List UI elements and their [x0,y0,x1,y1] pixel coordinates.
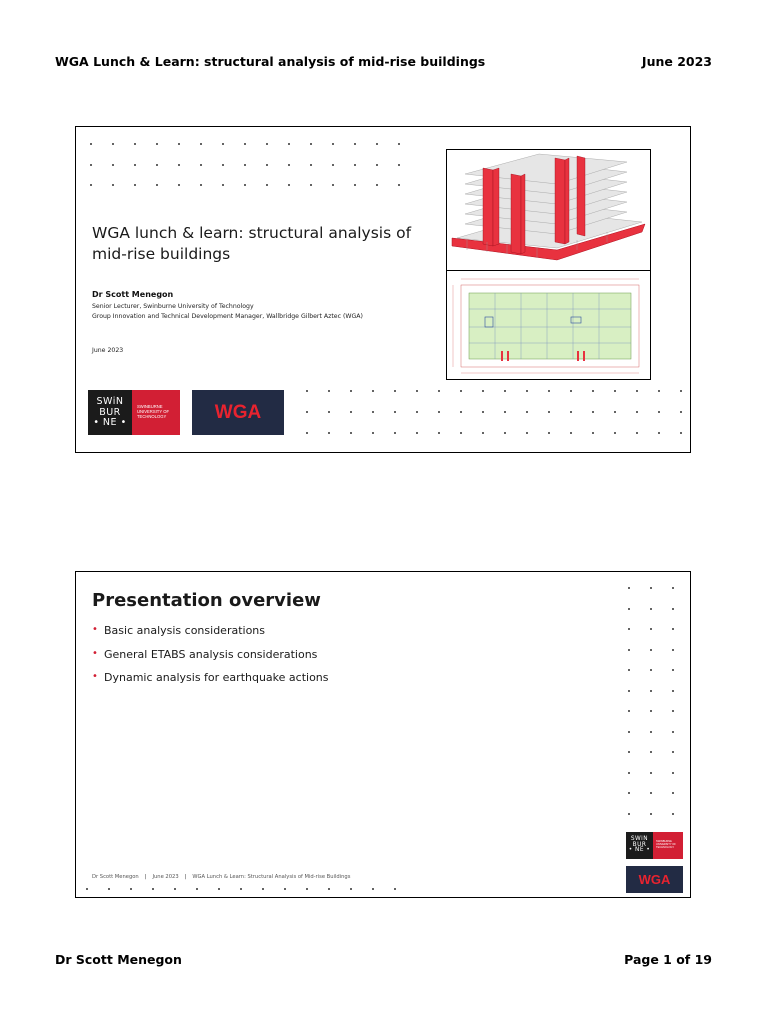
decorative-dot [526,432,528,434]
decorative-dot [310,164,312,166]
decorative-dot [416,411,418,413]
decorative-dot [628,628,630,630]
decorative-dot [350,432,352,434]
decorative-dot [288,184,290,186]
bullet-icon: • [92,647,98,659]
decorative-dot [672,649,674,651]
swinburne-logo: SWiN BUR • NE • SWINBURNE UNIVERSITY OF TECHNOLOGY [88,390,180,435]
decorative-dot [636,432,638,434]
decorative-dot [394,888,396,890]
decorative-dot [614,390,616,392]
decorative-dot [680,390,682,392]
decorative-dot [592,432,594,434]
decorative-dot [650,587,652,589]
decorative-dot [222,164,224,166]
building-3d-model-image [447,150,650,270]
decorative-dot [526,411,528,413]
slide-1-role-1: Senior Lecturer, Swinburne University of Technology [92,303,254,310]
slide-1-author: Dr Scott Menegon [92,290,174,299]
decorative-dot [86,888,88,890]
decorative-dot [178,143,180,145]
decorative-dot [152,888,154,890]
decorative-dot [672,751,674,753]
decorative-dot [614,411,616,413]
decorative-dot [628,731,630,733]
decorative-dot [650,669,652,671]
decorative-dot [680,411,682,413]
decorative-dot [90,184,92,186]
decorative-dot [672,669,674,671]
decorative-dot [174,888,176,890]
decorative-dot [650,690,652,692]
decorative-dot [112,184,114,186]
decorative-dot [372,411,374,413]
page-footer-page-number: Page 1 of 19 [624,952,712,967]
decorative-dot [658,390,660,392]
swinburne-logo: SWiN BUR • NE • SWINBURNE UNIVERSITY OF TECHNOLOGY [626,832,683,859]
decorative-dot [650,628,652,630]
decorative-dot [628,669,630,671]
decorative-dot [240,888,242,890]
decorative-dot [636,390,638,392]
decorative-dot [394,411,396,413]
decorative-dot [416,432,418,434]
decorative-dot [328,411,330,413]
decorative-dot [398,164,400,166]
decorative-dot [328,390,330,392]
decorative-dot [108,888,110,890]
page-header-title: WGA Lunch & Learn: structural analysis of mid-rise buildings [55,54,486,69]
decorative-dot [354,143,356,145]
decorative-dot [350,390,352,392]
slide-2-title: Presentation overview [92,590,321,611]
list-item: • Dynamic analysis for earthquake actions [92,671,329,684]
slide-1-role-2: Group Innovation and Technical Development Manager, Wallbridge Gilbert Aztec (WGA) [92,313,363,320]
decorative-dot [244,143,246,145]
decorative-dot [592,411,594,413]
decorative-dot [306,432,308,434]
decorative-dot [200,143,202,145]
decorative-dot [650,608,652,610]
bullet-icon: • [92,671,98,682]
page-footer-author: Dr Scott Menegon [55,952,182,967]
decorative-dot [416,390,418,392]
decorative-dot [614,432,616,434]
decorative-dot [178,164,180,166]
decorative-dot [570,390,572,392]
decorative-dot [650,731,652,733]
decorative-dot [394,432,396,434]
decorative-dot [438,411,440,413]
decorative-dot [628,587,630,589]
decorative-dot [284,888,286,890]
decorative-dot [218,888,220,890]
decorative-dot [504,411,506,413]
decorative-dot [636,411,638,413]
decorative-dot [672,731,674,733]
decorative-dot [672,628,674,630]
decorative-dot [196,888,198,890]
decorative-dot [354,184,356,186]
slide-1 [75,126,691,453]
decorative-dot [548,432,550,434]
decorative-dot [130,888,132,890]
decorative-dot [672,792,674,794]
decorative-dot [548,390,550,392]
decorative-dot [328,888,330,890]
decorative-dot [156,143,158,145]
decorative-dot [372,888,374,890]
decorative-dot [332,143,334,145]
decorative-dot [394,390,396,392]
decorative-dot [628,813,630,815]
decorative-dot [266,184,268,186]
decorative-dot [310,143,312,145]
decorative-dot [332,184,334,186]
decorative-dot [112,143,114,145]
decorative-dot [310,184,312,186]
slide-2-footer: Dr Scott Menegon | June 2023 | WGA Lunch & Learn: Structural Analysis of Mid-rise Buildings [92,874,351,880]
decorative-dot [628,649,630,651]
slide-2 [75,571,691,898]
decorative-dot [526,390,528,392]
decorative-dot [134,184,136,186]
decorative-dot [650,813,652,815]
decorative-dot [376,143,378,145]
decorative-dot [460,390,462,392]
decorative-dot [438,390,440,392]
decorative-dot [350,888,352,890]
decorative-dot [628,608,630,610]
decorative-dot [156,164,158,166]
floor-plan-image [447,271,650,379]
decorative-dot [178,184,180,186]
decorative-dot [306,411,308,413]
decorative-dot [134,164,136,166]
decorative-dot [504,432,506,434]
decorative-dot [200,164,202,166]
decorative-dot [680,432,682,434]
decorative-dot [244,164,246,166]
decorative-dot [372,390,374,392]
decorative-dot [134,143,136,145]
decorative-dot [306,888,308,890]
slide-1-date: June 2023 [92,347,124,354]
decorative-dot [628,751,630,753]
decorative-dot [650,772,652,774]
page-header-date: June 2023 [641,54,712,69]
decorative-dot [628,690,630,692]
decorative-dot [650,649,652,651]
decorative-dot [288,164,290,166]
decorative-dot [90,164,92,166]
decorative-dot [332,164,334,166]
decorative-dot [156,184,158,186]
decorative-dot [482,411,484,413]
decorative-dot [672,587,674,589]
decorative-dot [672,772,674,774]
decorative-dot [328,432,330,434]
list-item: • General ETABS analysis considerations [92,647,318,661]
decorative-dot [672,608,674,610]
decorative-dot [658,411,660,413]
decorative-dot [244,184,246,186]
decorative-dot [592,390,594,392]
decorative-dot [650,751,652,753]
decorative-dot [482,390,484,392]
decorative-dot [200,184,202,186]
decorative-dot [658,432,660,434]
decorative-dot [504,390,506,392]
decorative-dot [628,772,630,774]
decorative-dot [570,432,572,434]
decorative-dot [266,164,268,166]
decorative-dot [376,184,378,186]
decorative-dot [354,164,356,166]
decorative-dot [372,432,374,434]
building-model-images [446,149,651,380]
list-item: • Basic analysis considerations [92,624,266,637]
decorative-dot [672,710,674,712]
slide-1-title: WGA lunch & learn: structural analysis of mid-rise buildings [92,224,412,263]
decorative-dot [398,184,400,186]
decorative-dot [288,143,290,145]
decorative-dot [438,432,440,434]
decorative-dot [460,411,462,413]
decorative-dot [650,792,652,794]
decorative-dot [628,792,630,794]
decorative-dot [266,143,268,145]
decorative-dot [222,184,224,186]
decorative-dot [306,390,308,392]
decorative-dot [570,411,572,413]
decorative-dot [672,813,674,815]
wga-logo: WGA [192,390,284,435]
decorative-dot [398,143,400,145]
decorative-dot [90,143,92,145]
decorative-dot [628,710,630,712]
decorative-dot [650,710,652,712]
overview-bullet-list [92,624,329,695]
decorative-dot [482,432,484,434]
wga-logo: WGA [626,866,683,893]
decorative-dot [376,164,378,166]
decorative-dot [460,432,462,434]
decorative-dot [112,164,114,166]
decorative-dot [548,411,550,413]
decorative-dot [222,143,224,145]
decorative-dot [262,888,264,890]
decorative-dot [350,411,352,413]
decorative-dot [672,690,674,692]
bullet-icon: • [92,624,98,635]
